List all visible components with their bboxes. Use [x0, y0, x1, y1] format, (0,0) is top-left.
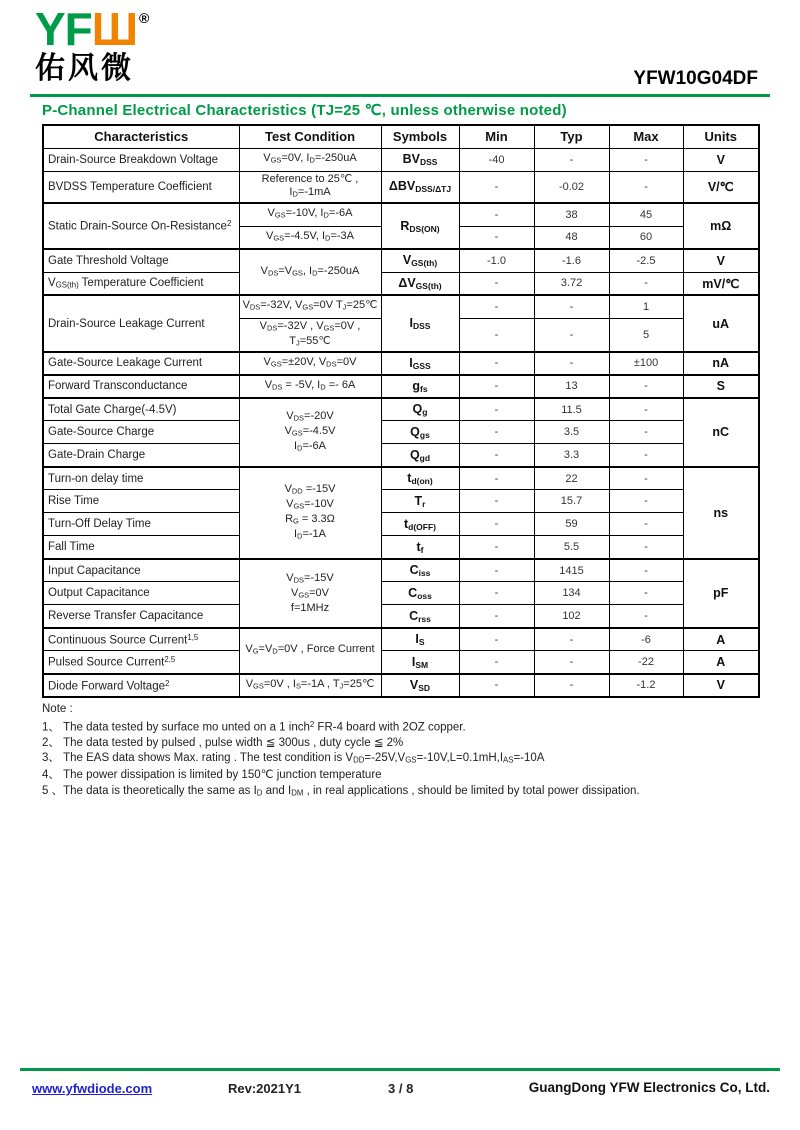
table-cell: Pulsed Source Current$^{2,5}$ — [43, 651, 239, 674]
table-cell: - — [459, 318, 534, 352]
notes-label: Note : — [42, 702, 73, 715]
logo-yf-text: YF — [35, 3, 92, 55]
table-head — [43, 125, 759, 148]
table-cell: $V_{GS}=0V$, $I_D=-250uA$ — [239, 148, 381, 171]
part-number: YFW10G04DF — [633, 68, 758, 89]
column-header: Typ — [534, 125, 609, 148]
column-header: Min — [459, 125, 534, 148]
table-row — [43, 513, 759, 536]
column-header: Test Condition — [239, 125, 381, 148]
table-row — [43, 628, 759, 651]
table-cell: $Q_{gd}$ — [381, 444, 459, 467]
table-cell: - — [459, 513, 534, 536]
table-cell: - — [609, 490, 683, 513]
table-cell: -0.02 — [534, 171, 609, 203]
table-cell: $V_{GS}=\pm 20V$, $V_{DS}=0V$ — [239, 352, 381, 375]
table-cell: Drain-Source Leakage Current — [43, 295, 239, 352]
brand-logo-text — [35, 3, 150, 55]
table-cell: - — [609, 582, 683, 605]
table-cell: - — [459, 536, 534, 559]
table-row — [43, 203, 759, 226]
table-cell: 45 — [609, 203, 683, 226]
table-cell: $C_{oss}$ — [381, 582, 459, 605]
table-cell: Gate-Drain Charge — [43, 444, 239, 467]
table-cell: - — [459, 628, 534, 651]
table-cell: - — [459, 651, 534, 674]
table-row — [43, 295, 759, 318]
table-cell: Continuous Source Current$^{1,5}$ — [43, 628, 239, 651]
table-cell: - — [459, 295, 534, 318]
table-cell: 59 — [534, 513, 609, 536]
section-title: P-Channel Electrical Characteristics (TJ=25 ℃, unless otherwise noted) — [42, 102, 567, 119]
table-cell: mV/℃ — [683, 272, 759, 295]
table-row — [43, 582, 759, 605]
table-cell: Gate-Source Charge — [43, 421, 239, 444]
table-row — [43, 398, 759, 421]
table-cell: 102 — [534, 605, 609, 628]
table-cell: mΩ — [683, 203, 759, 249]
table-row — [43, 171, 759, 203]
table-cell: $Q_{gs}$ — [381, 421, 459, 444]
table-row — [43, 536, 759, 559]
table-cell: 5.5 — [534, 536, 609, 559]
table-cell: - — [609, 148, 683, 171]
table-cell: ±100 — [609, 352, 683, 375]
table-cell: Turn-on delay time — [43, 467, 239, 490]
page-indicator: 3 / 8 — [388, 1081, 414, 1096]
table-cell: 22 — [534, 467, 609, 490]
table-cell: pF — [683, 559, 759, 628]
table-cell: - — [459, 605, 534, 628]
table-cell: 38 — [534, 203, 609, 226]
registered-trademark-icon: ® — [139, 10, 150, 26]
table-row — [43, 421, 759, 444]
table-cell: -1.2 — [609, 674, 683, 697]
table-cell: $Q_g$ — [381, 398, 459, 421]
table-cell: $t_f$ — [381, 536, 459, 559]
table-row — [43, 272, 759, 295]
table-cell: - — [534, 674, 609, 697]
table-cell: $V_{DS} = -5V$, $I_D =- 6A$ — [239, 375, 381, 398]
table-cell: $V_{GS(th)}$ — [381, 249, 459, 272]
table-cell: - — [459, 582, 534, 605]
brand-chinese-name: 佑风微 — [35, 52, 134, 85]
table-row — [43, 559, 759, 582]
table-cell: $I_{SM}$ — [381, 651, 459, 674]
logo-w-glyph: Ш — [91, 3, 138, 55]
table-cell: $I_{GSS}$ — [381, 352, 459, 375]
table-cell: - — [609, 375, 683, 398]
table-cell: - — [459, 421, 534, 444]
table-row — [43, 674, 759, 697]
table-cell: 48 — [534, 226, 609, 249]
table-cell: - — [534, 628, 609, 651]
table-cell: Drain-Source Breakdown Voltage — [43, 148, 239, 171]
table-row — [43, 467, 759, 490]
table-cell: A — [683, 628, 759, 651]
table-cell: - — [459, 674, 534, 697]
main-content — [42, 101, 758, 801]
table-cell: - — [609, 559, 683, 582]
table-body — [43, 148, 759, 697]
table-cell: Forward Transconductance — [43, 375, 239, 398]
table-cell: -22 — [609, 651, 683, 674]
table-cell: $V_{GS}=-10V$, $I_D=-6A$ — [239, 203, 381, 226]
table-cell: Total Gate Charge(-4.5V) — [43, 398, 239, 421]
table-cell: - — [534, 318, 609, 352]
header-divider — [30, 94, 770, 97]
table-cell: $V_{SD}$ — [381, 674, 459, 697]
table-cell: V/℃ — [683, 171, 759, 203]
table-cell: 1 — [609, 295, 683, 318]
table-cell: $V_{GS}=-4.5V$, $I_D=-3A$ — [239, 226, 381, 249]
note-line: 4、 The power dissipation is limited by 150℃ junction temperature — [42, 769, 382, 782]
table-cell: Input Capacitance — [43, 559, 239, 582]
table-cell: - — [534, 148, 609, 171]
table-row — [43, 148, 759, 171]
table-cell: nC — [683, 398, 759, 467]
table-cell: $V_G=V_D=0V$ , Force Current — [239, 628, 381, 674]
table-cell: $V_{DS}=-20V$ $V_{GS}=-4.5V$ $I_D=-6A$ — [239, 398, 381, 467]
note-line: 5 、The data is theoretically the same as $I_D$ and $I_{DM}$ , in real applications , should be limited by total power dissipation. — [42, 784, 640, 798]
table-cell: $\Delta BV_{DSS/\Delta TJ}$ — [381, 171, 459, 203]
table-cell: Fall Time — [43, 536, 239, 559]
footer-divider — [20, 1068, 780, 1071]
table-row — [43, 490, 759, 513]
table-cell: V — [683, 674, 759, 697]
table-cell: $V_{DS}=V_{GS}$, $I_D=-250uA$ — [239, 249, 381, 295]
table-cell: $t_{d(on)}$ — [381, 467, 459, 490]
table-cell: - — [534, 295, 609, 318]
table-cell: Gate-Source Leakage Current — [43, 352, 239, 375]
table-cell: $g_{fs}$ — [381, 375, 459, 398]
table-cell: - — [459, 171, 534, 203]
table-cell: 13 — [534, 375, 609, 398]
revision-label: Rev:2021Y1 — [228, 1081, 301, 1096]
table-cell: - — [459, 398, 534, 421]
table-cell: Turn-Off Delay Time — [43, 513, 239, 536]
table-cell: $V_{DD} =-15V$ $V_{GS}=-10V$ $R_G = 3.3\Omega$ $I_D=-1A$ — [239, 467, 381, 559]
table-cell: - — [459, 203, 534, 226]
table-row — [43, 651, 759, 674]
table-cell: 15.7 — [534, 490, 609, 513]
table-cell: - — [609, 536, 683, 559]
table-cell: - — [609, 272, 683, 295]
table-cell: Rise Time — [43, 490, 239, 513]
table-cell: $R_{DS(ON)}$ — [381, 203, 459, 249]
table-cell: $C_{rss}$ — [381, 605, 459, 628]
table-cell: Reference to 25℃ , $I_D=-1mA$ — [239, 171, 381, 203]
table-cell: BVDSS Temperature Coefficient — [43, 171, 239, 203]
table-cell: $I_S$ — [381, 628, 459, 651]
table-cell: $V_{DS}=-32V$, $V_{GS}=0V$ $T_J=25℃$ — [239, 295, 381, 318]
table-cell: V — [683, 249, 759, 272]
table-cell: Static Drain-Source On-Resistance$^2$ — [43, 203, 239, 249]
table-cell: - — [609, 444, 683, 467]
table-cell: - — [609, 513, 683, 536]
table-cell: $T_r$ — [381, 490, 459, 513]
table-cell: 5 — [609, 318, 683, 352]
table-cell: nA — [683, 352, 759, 375]
table-cell: - — [459, 352, 534, 375]
table-cell: $C_{iss}$ — [381, 559, 459, 582]
table-cell: - — [459, 467, 534, 490]
table-cell: 60 — [609, 226, 683, 249]
characteristics-table — [42, 124, 760, 698]
table-cell: - — [534, 352, 609, 375]
table-cell: $t_{d(OFF)}$ — [381, 513, 459, 536]
table-cell: $V_{DS}=-32V$ , $V_{GS}=0V$ , $T_J=55℃$ — [239, 318, 381, 352]
table-cell: Output Capacitance — [43, 582, 239, 605]
note-line: 3、 The EAS data shows Max. rating . The test condition is $V_{DD}=-25V,V_{GS}=-10V,L=0.1mH,I_{AS}=-10A$ — [42, 752, 545, 766]
table-cell: $BV_{DSS}$ — [381, 148, 459, 171]
table-cell: - — [609, 421, 683, 444]
table-cell: - — [609, 467, 683, 490]
table-cell: 11.5 — [534, 398, 609, 421]
table-row — [43, 249, 759, 272]
table-cell: -6 — [609, 628, 683, 651]
website-link[interactable]: www.yfwdiode.com — [32, 1081, 153, 1096]
table-cell: -1.6 — [534, 249, 609, 272]
table-cell: 3.72 — [534, 272, 609, 295]
column-header: Max — [609, 125, 683, 148]
table-cell: $\Delta V_{GS(th)}$ — [381, 272, 459, 295]
column-header: Symbols — [381, 125, 459, 148]
notes-section — [42, 702, 758, 801]
table-cell: - — [459, 226, 534, 249]
column-header: Units — [683, 125, 759, 148]
table-cell: - — [459, 375, 534, 398]
table-cell: 3.3 — [534, 444, 609, 467]
table-cell: -40 — [459, 148, 534, 171]
table-cell: S — [683, 375, 759, 398]
table-row — [43, 605, 759, 628]
table-cell: $V_{GS(th)}$ Temperature Coefficient — [43, 272, 239, 295]
table-cell: -2.5 — [609, 249, 683, 272]
table-cell: - — [459, 559, 534, 582]
note-line: 1、 The data tested by surface mo unted on a 1 inch$^2$ FR-4 board with 2OZ copper. — [42, 720, 466, 734]
table-cell: - — [459, 490, 534, 513]
table-cell: $V_{GS}=0V$ , $I_S=-1A$ , $T_J=25℃$ — [239, 674, 381, 697]
table-row — [43, 352, 759, 375]
table-cell: $I_{DSS}$ — [381, 295, 459, 352]
table-cell: A — [683, 651, 759, 674]
table-cell: uA — [683, 295, 759, 352]
table-cell: - — [534, 651, 609, 674]
table-cell: $V_{DS}=-15V$ $V_{GS}=0V$ f=1MHz — [239, 559, 381, 628]
table-cell: 3.5 — [534, 421, 609, 444]
table-cell: -1.0 — [459, 249, 534, 272]
table-cell: 134 — [534, 582, 609, 605]
table-row — [43, 444, 759, 467]
table-cell: Diode Forward Voltage$^2$ — [43, 674, 239, 697]
table-cell: - — [459, 272, 534, 295]
table-cell: V — [683, 148, 759, 171]
table-cell: Gate Threshold Voltage — [43, 249, 239, 272]
table-cell: - — [609, 171, 683, 203]
table-cell: - — [609, 398, 683, 421]
table-row — [43, 375, 759, 398]
brand-logo — [35, 3, 150, 85]
note-line: 2、 The data tested by pulsed , pulse width ≦ 300us , duty cycle ≦ 2% — [42, 737, 404, 750]
table-cell: Reverse Transfer Capacitance — [43, 605, 239, 628]
table-cell: ns — [683, 467, 759, 559]
table-cell: - — [609, 605, 683, 628]
company-name: GuangDong YFW Electronics Co, Ltd. — [528, 1080, 770, 1095]
table-cell: - — [459, 444, 534, 467]
column-header: Characteristics — [43, 125, 239, 148]
table-cell: 1415 — [534, 559, 609, 582]
